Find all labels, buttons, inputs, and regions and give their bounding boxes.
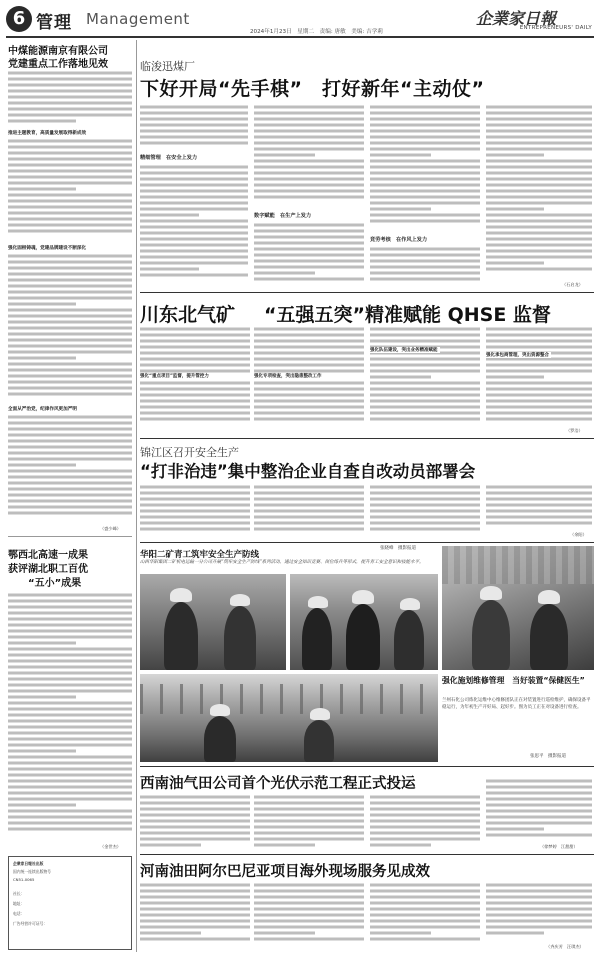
xinan-col-1 <box>140 794 250 850</box>
left-sub-1: 推进主题教育，高质量发展取得新成效 <box>8 131 87 136</box>
body-text-lines <box>140 164 248 284</box>
left-divider <box>8 536 132 537</box>
body-text-lines <box>370 246 480 284</box>
xinan-col-4 <box>486 778 592 842</box>
footer-line-0: 企業家日報社出版 <box>13 861 44 866</box>
top-col-2b <box>254 222 364 284</box>
section-title-en: Management <box>86 10 190 28</box>
column-separator <box>136 40 137 952</box>
top-sub-1: 精细管理 在安全上发力 <box>140 155 198 161</box>
photo-rule <box>140 766 594 767</box>
top-col-1b <box>140 164 248 284</box>
mid-story-rule <box>140 438 594 439</box>
body-text-lines <box>370 326 480 430</box>
bottom-col-3 <box>370 882 480 948</box>
body-text-lines <box>370 794 480 850</box>
story2-author: （金世杰） <box>100 844 121 849</box>
jinjiang-col-4 <box>486 484 592 532</box>
body-text-lines <box>8 592 132 842</box>
footer-line-1: 国内统一连续出版物号 <box>13 869 51 874</box>
paper-name-en: ENTREPRENEURS' DAILY <box>519 25 592 31</box>
bottom-headline: 河南油田阿尔巴尼亚项目海外现场服务见成效 <box>140 864 430 880</box>
mid-left-head: 川东北气矿 <box>140 304 236 326</box>
xinan-author: （徐梦婷 江甜甜） <box>540 844 578 849</box>
photo-workers-right <box>442 546 594 670</box>
body-text-lines <box>254 104 364 208</box>
caption-credit: 张思平 摄影报道 <box>530 754 566 759</box>
bottom-author: （齐庆芳 汪琪杰） <box>546 944 584 949</box>
mid-right-head: “五强五突”精准赋能 QHSE 监督 <box>264 304 551 326</box>
header-rule <box>6 36 594 38</box>
left-body-2 <box>8 138 132 242</box>
body-text-lines <box>486 778 592 842</box>
mid-author: （罗浩） <box>566 428 583 433</box>
top-sub-3: 竞劳考核 在作风上发力 <box>370 237 428 243</box>
paper-logo: 企業家日報 <box>475 9 556 28</box>
story2-headline-2: 获评湖北职工百优 <box>8 564 88 575</box>
story2-headline-1: 鄂西北高速一成果 <box>8 550 88 561</box>
xinan-rule <box>140 854 594 855</box>
mid-col-4 <box>486 326 592 430</box>
body-text-lines <box>140 484 250 538</box>
top-author: （石启龙） <box>562 282 583 287</box>
story2-headline-3: “五小”成果 <box>28 578 82 589</box>
caption-body: 兰州石化公司炼化运维中心维修团队正在对装置进行巡检维护，确保设备平稳运行，为年初生产开好局、起好步。图为员工正在对设备进行检查。 <box>442 698 591 710</box>
jinjiang-col-3 <box>370 484 480 538</box>
body-text-lines <box>254 222 364 284</box>
jinjiang-author: （余阳） <box>570 532 587 537</box>
photo-story-credit: 张晓峰 摄影报道 <box>380 546 416 551</box>
top-col-2a <box>254 104 364 208</box>
story2-body <box>8 592 132 842</box>
left-headline-1: 中煤能源南京有限公司 <box>8 46 108 57</box>
top-col-4 <box>486 104 592 280</box>
body-text-lines <box>370 104 480 232</box>
footer-line-2: CN51-0065 <box>13 877 35 882</box>
top-col-1a <box>140 104 248 150</box>
caption-title: 强化施划维修管理 当好装置“保健医生” <box>442 676 585 685</box>
mid-col-3 <box>370 326 480 430</box>
left-headline-2: 党建重点工作落地见效 <box>8 59 108 70</box>
jinjiang-headline: “打非治违”集中整治企业自查自改动员部署会 <box>140 462 476 481</box>
bottom-col-1 <box>140 882 250 948</box>
left-body-4 <box>8 414 132 524</box>
xinan-col-2 <box>254 794 364 850</box>
left-author: （盛少峰） <box>100 526 121 531</box>
body-text-lines <box>8 70 132 128</box>
body-text-lines <box>8 253 132 403</box>
photo-maintenance <box>140 674 438 762</box>
body-text-lines <box>486 882 592 940</box>
xinan-col-3 <box>370 794 480 850</box>
photo-miners-2 <box>290 574 438 670</box>
bottom-col-2 <box>254 882 364 948</box>
bottom-col-4 <box>486 882 592 940</box>
body-text-lines <box>254 882 364 948</box>
footer-line-5: 电话： <box>13 911 25 916</box>
photo-miners-1 <box>140 574 286 670</box>
body-text-lines <box>254 484 364 538</box>
body-text-lines <box>486 326 592 430</box>
top-kicker: 临浚迅煤厂 <box>140 60 195 73</box>
page-number: 6 <box>6 6 32 32</box>
body-text-lines <box>254 794 364 850</box>
top-col-3a <box>370 104 480 232</box>
body-text-lines <box>140 104 248 150</box>
section-title-cn: 管理 <box>36 13 72 33</box>
jinjiang-col-1 <box>140 484 250 538</box>
left-sub-2: 强化固根铸魂，党建品牌建设不断深化 <box>8 246 87 251</box>
jinjiang-kicker: 锦江区召开安全生产 <box>140 446 239 459</box>
xinan-headline: 西南油气田公司首个光伏示范工程正式投运 <box>140 776 416 792</box>
top-story-rule <box>140 292 594 293</box>
body-text-lines <box>8 414 132 524</box>
mid-sub-5: 强化队伍建设，突出业务精准赋能 <box>370 348 438 353</box>
top-col-3b <box>370 246 480 284</box>
body-text-lines <box>140 882 250 948</box>
body-text-lines <box>370 484 480 538</box>
body-text-lines <box>8 138 132 242</box>
top-headline: 下好开局“先手棋” 打好新年“主动仗” <box>140 78 485 100</box>
body-text-lines <box>370 882 480 948</box>
mid-sub-4: 强化承包商管理，突出资源整合 <box>486 353 549 358</box>
jinjiang-rule <box>140 542 594 543</box>
mid-sub-3: 强化专项检查，突出隐患整改工作 <box>254 374 322 379</box>
top-sub-2: 数字赋能 在生产上发力 <box>254 213 312 219</box>
left-body-3 <box>8 253 132 403</box>
footer-line-3: 社长： <box>13 891 25 896</box>
body-text-lines <box>486 104 592 280</box>
jinjiang-col-2 <box>254 484 364 538</box>
footer-line-4: 地址： <box>13 901 25 906</box>
footer-box <box>8 856 132 950</box>
body-text-lines <box>486 484 592 532</box>
footer-line-6: 广告经营许可证号： <box>13 921 48 926</box>
body-text-lines <box>140 794 250 850</box>
photo-story-title: 华阳二矿青工筑牢安全生产防线 <box>140 550 260 560</box>
date-line: 2024年1月23日 星期二 责编: 唐敏 美编: 吉学莉 <box>250 29 383 35</box>
left-sub-3: 全面从严治党，纪律作风更加严明 <box>8 407 77 412</box>
left-body-1 <box>8 70 132 128</box>
photo-story-subtitle: 山西华阳集团二矿机电运输一分公司开展“筑牢安全生产防线”系列活动，通过安全知识竞赛、岗位练兵等形式，提升青工安全意识和技能水平。 <box>140 560 424 565</box>
mid-sub-2: 强化“重点项目”监督，提升管控力 <box>140 374 209 379</box>
